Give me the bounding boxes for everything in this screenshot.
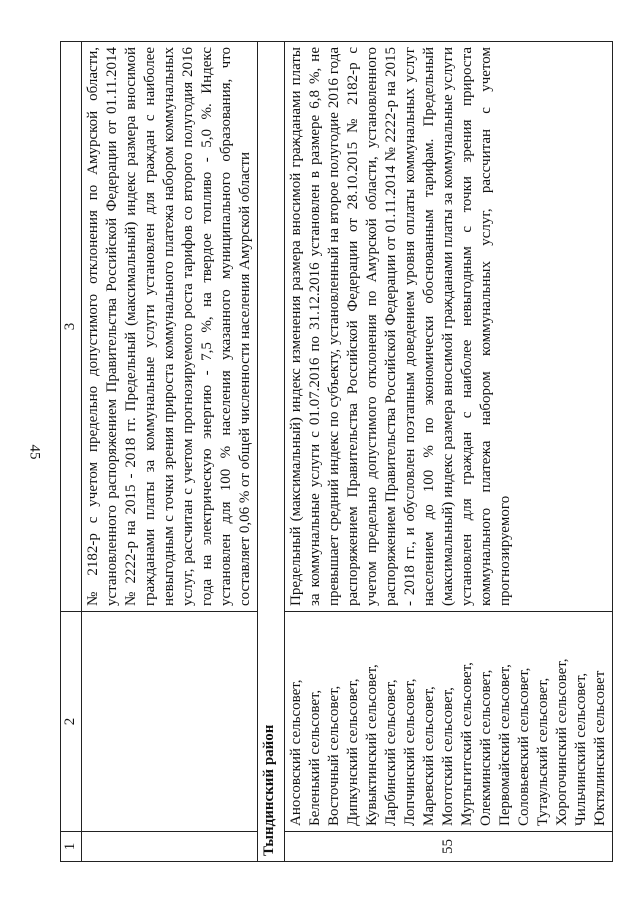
region-row xyxy=(258,42,285,862)
header-col-3: 3 xyxy=(61,42,82,612)
header-col-1: 1 xyxy=(61,832,82,862)
row-number: 55 xyxy=(285,832,613,862)
table-row-55 xyxy=(285,42,613,862)
row-description: Предельный (максимальный) индекс изменения размера вносимой гражданами платы за коммунальные услуги с 01.07.2016 по 31.12.2016 установлен в размере 6,8 %, не превышает средний индекс по субъекту, установленный на второе полугодие 2016 года распоряжением Правительства Российской Федерации от 28.10.2015 № 2182-р с учетом предельно допустимого отклонения по Амурской области, установленного распоряжением Правительства Российской Федерации от 01.11.2014 № 2222-р на 2015 - 2018 гг., и обусловлен поэтапным доведением уровня оплаты коммунальных услуг населением до 100 % по экономически обоснованным тарифам. Предельный (максимальный) индекс размера вносимой гражданами платы за коммунальные услуги установлен для граждан с наиболее невыгодным с точки зрения прироста коммунального платежа набором коммунальных услуг, рассчитан с учетом прогнозируемого xyxy=(285,42,613,612)
row-municipalities: Аносовский сельсовет, Беленький сельсовет, Восточный сельсовет, Дипкунский сельсовет, Кувыктинский сельсовет, Ларбинский сельсовет, Лопчинский сельсовет, Маревский сельсовет, Моготский сельсовет, Муртыгитский сельсовет, Олекминский сельсовет, Первомайский сельсовет, Соловьевский сельсовет, Тутаульский сельсовет, Хорогочинский сельсовет, Чильчинский сельсовет, Юктялинский сельсовет xyxy=(285,612,613,832)
continued-row-number-cell xyxy=(82,832,258,862)
region-label: Тындинский район xyxy=(258,42,285,862)
tariff-index-table xyxy=(60,41,613,862)
continued-row-description: № 2182-р с учетом предельно допустимого отклонения по Амурской области, установленного распоряжением Правительства Российской Федерации от 01.11.2014 № 2222-р на 2015 - 2018 гг. Предельный (максимальный) индекс размера вносимой гражданами платы за коммунальные услуги установлен для граждан с наиболее невыгодным с точки зрения прироста коммунального платежа набором коммунальных услуг, рассчитан с учетом прогнозируемого роста тарифов со второго полугодия 2016 года на электрическую энергию - 7,5 %, на твердое топливо - 5,0 %. Индекс установлен для 100 % населения указанного муниципального образования, что составляет 0,06 % от общей численности населения Амурской области xyxy=(82,42,258,612)
rotated-page-content xyxy=(60,42,608,862)
header-col-2: 2 xyxy=(61,612,82,832)
continued-row-municipality-cell xyxy=(82,612,258,832)
table-row-continued xyxy=(82,42,258,862)
page-number: 45 xyxy=(26,444,43,460)
header-row xyxy=(61,42,82,862)
